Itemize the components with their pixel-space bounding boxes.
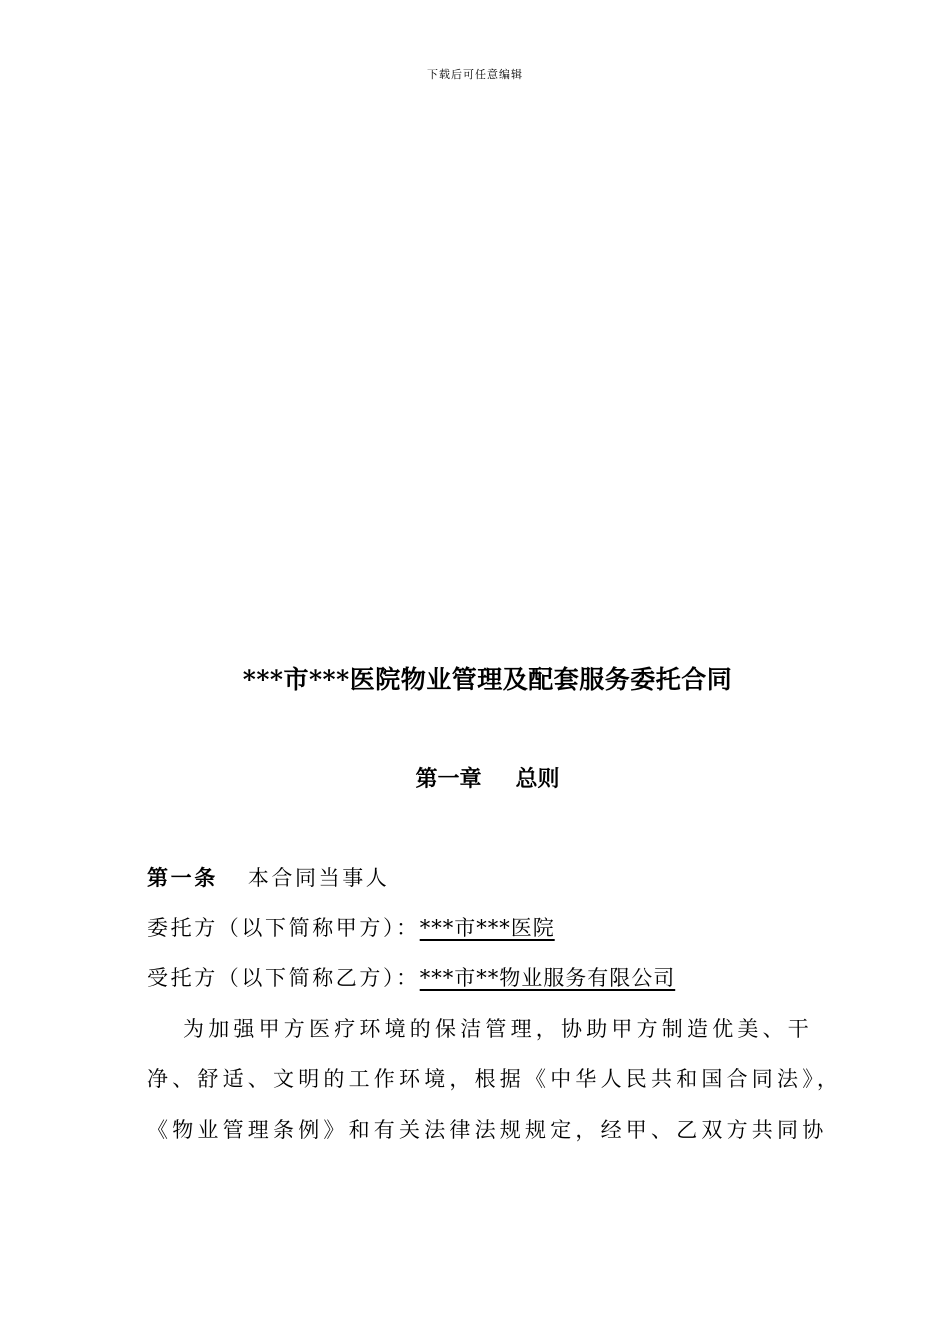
party-a-line (147, 912, 555, 942)
body-paragraph-line: 《物业管理条例》和有关法律法规规定，经甲、乙双方共同协 (147, 1118, 828, 1142)
page-header-note: 下载后可任意编辑 (427, 68, 523, 81)
article-label: 第一条 (147, 865, 218, 890)
party-b-line (147, 962, 675, 992)
body-paragraph-line: 净、舒适、文明的工作环境，根据《中华人民共和国合同法》， (147, 1067, 843, 1091)
party-b-value: ***市**物业服务有限公司 (419, 966, 676, 990)
article-1-line (147, 862, 389, 892)
article-heading: 本合同当事人 (247, 866, 390, 890)
party-a-value: ***市***医院 (419, 916, 555, 940)
party-b-label: 受托方（以下简称乙方）： (147, 966, 420, 990)
body-paragraph-line: 为加强甲方医疗环境的保洁管理，协助甲方制造优美、干 (183, 1017, 813, 1041)
chapter-number: 第一章 (415, 766, 482, 792)
chapter-name: 总则 (515, 766, 560, 792)
chapter-heading (0, 762, 950, 793)
party-a-label: 委托方（以下简称甲方）： (147, 916, 420, 940)
contract-title: ***市***医院物业管理及配套服务委托合同 (242, 665, 733, 694)
